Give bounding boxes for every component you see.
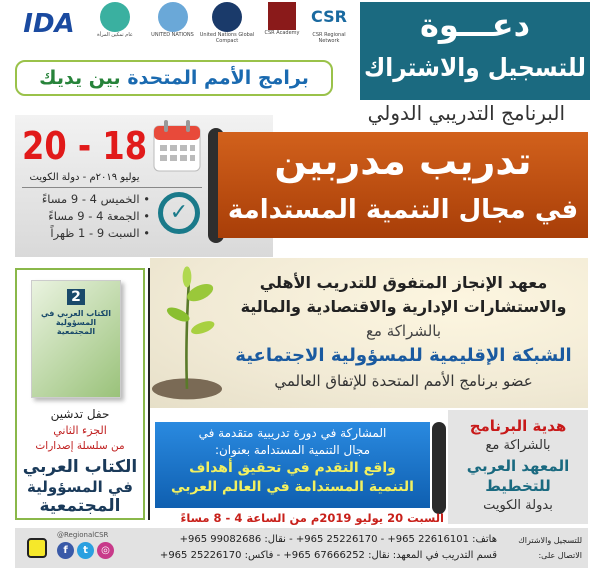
slogan-banner [15,60,333,96]
phone-numbers: هاتف: 22616101 965+ - 25226170 965+ - نقال: 99082686 965+ [179,534,497,545]
partner-membership: عضو برنامج الأمم المتحدة للإتفاق العالمي [274,372,533,390]
invitation-box [360,2,590,100]
institute-numbers: قسم التدريب في المعهد: نقال: 67666252 965+ - فاكس: 25226170 965+ [159,550,497,561]
title-banner [218,132,588,238]
divider [22,187,202,188]
event-dates: 20 - 18 [22,124,148,168]
schedule-thursday: • الخميس 4 - 9 مساءً [41,192,150,206]
women-empowerment-logo: عام تمكين المرأة [85,2,145,48]
course-box [155,422,430,508]
csr-academy-logo: CSR Academy [262,2,302,48]
invite-subtitle: للتسجيل والاشتراك [363,53,586,82]
partner-name: الشبكة الإقليمية للمسؤولية الاجتماعية [235,345,572,366]
gift-institute-2: للتخطيط [485,477,551,495]
course-title-2: التنمية المستدامة في العالم العربي [171,479,414,495]
launch-label: حفل تدشين [50,407,110,421]
un-logo: UNITED NATIONS [150,2,195,48]
course-line2: مجال التنمية المستدامة بعنوان: [214,443,371,457]
book-title-1: الكتاب العربي [22,457,138,477]
footer [15,528,588,568]
book-panel [15,268,145,520]
gift-with: بالشراكة مع [485,438,551,453]
organizer-line2: والاستشارات الإدارية والاقتصادية والمالية [240,297,567,316]
facebook-icon[interactable]: f [57,542,74,559]
gift-box [448,410,588,524]
csr-network-logo: CSR CSR Regional Network [311,7,347,44]
clock-check-icon: ✓ [158,192,200,234]
book-title-2: في المسؤولية [27,478,133,496]
schedule-saturday: • السبت 9 - 1 ظهراً [50,226,150,240]
course-title-1: واقع التقدم في تحقيق أهداف [189,460,396,476]
ida-logo: IDA [23,9,75,39]
banner-curl [432,422,446,514]
schedule-friday: • الجمعة 4 - 9 مساءً [48,209,150,223]
twitter-icon[interactable]: t [77,542,94,559]
book-part: الجزء الثاني [53,424,107,437]
divider [148,268,150,520]
partnership-label: بالشراكة مع [365,322,442,340]
contact-label: الاتصال على: [538,551,582,560]
global-compact-logo: United Nations Global Compact [197,2,257,48]
snapchat-icon[interactable] [27,538,47,558]
main-title: تدريب مدربين [274,139,532,183]
social-handle: @RegionalCSR [57,531,109,539]
main-subtitle: في مجال التنمية المستدامة [227,195,579,225]
instagram-icon[interactable]: ◎ [97,542,114,559]
gift-institute-1: المعهد العربي [466,457,570,475]
invite-title: دعـــوة [419,6,531,44]
slogan-text: برامج الأمم المتحدة بين يديك [39,67,309,89]
calendar-icon [152,118,202,173]
book-cover-image: 2 الكتاب العربي في المسؤولية المجتمعية [31,280,121,398]
gift-title: هدية البرنامج [469,417,567,435]
event-location: يوليو ٢٠١٩م - دولة الكويت [29,172,140,183]
course-line1: المشاركة في دورة تدريبية متقدمة في [198,426,387,440]
book-series: من سلسلة إصدارات [35,440,125,452]
book-title-3: المجتمعية [39,496,121,516]
program-type: البرنامج التدريبي الدولي [367,101,565,125]
course-date: السبت 20 يوليو 2019م من الساعة 4 - 8 مساءً [180,511,444,525]
register-label: للتسجيل والاشتراك [518,536,582,545]
gift-place: بدولة الكويت [483,498,553,513]
organizer-line1: معهد الإنجاز المتفوق للتدريب الأهلي [259,273,548,292]
seedling-image [152,262,222,402]
